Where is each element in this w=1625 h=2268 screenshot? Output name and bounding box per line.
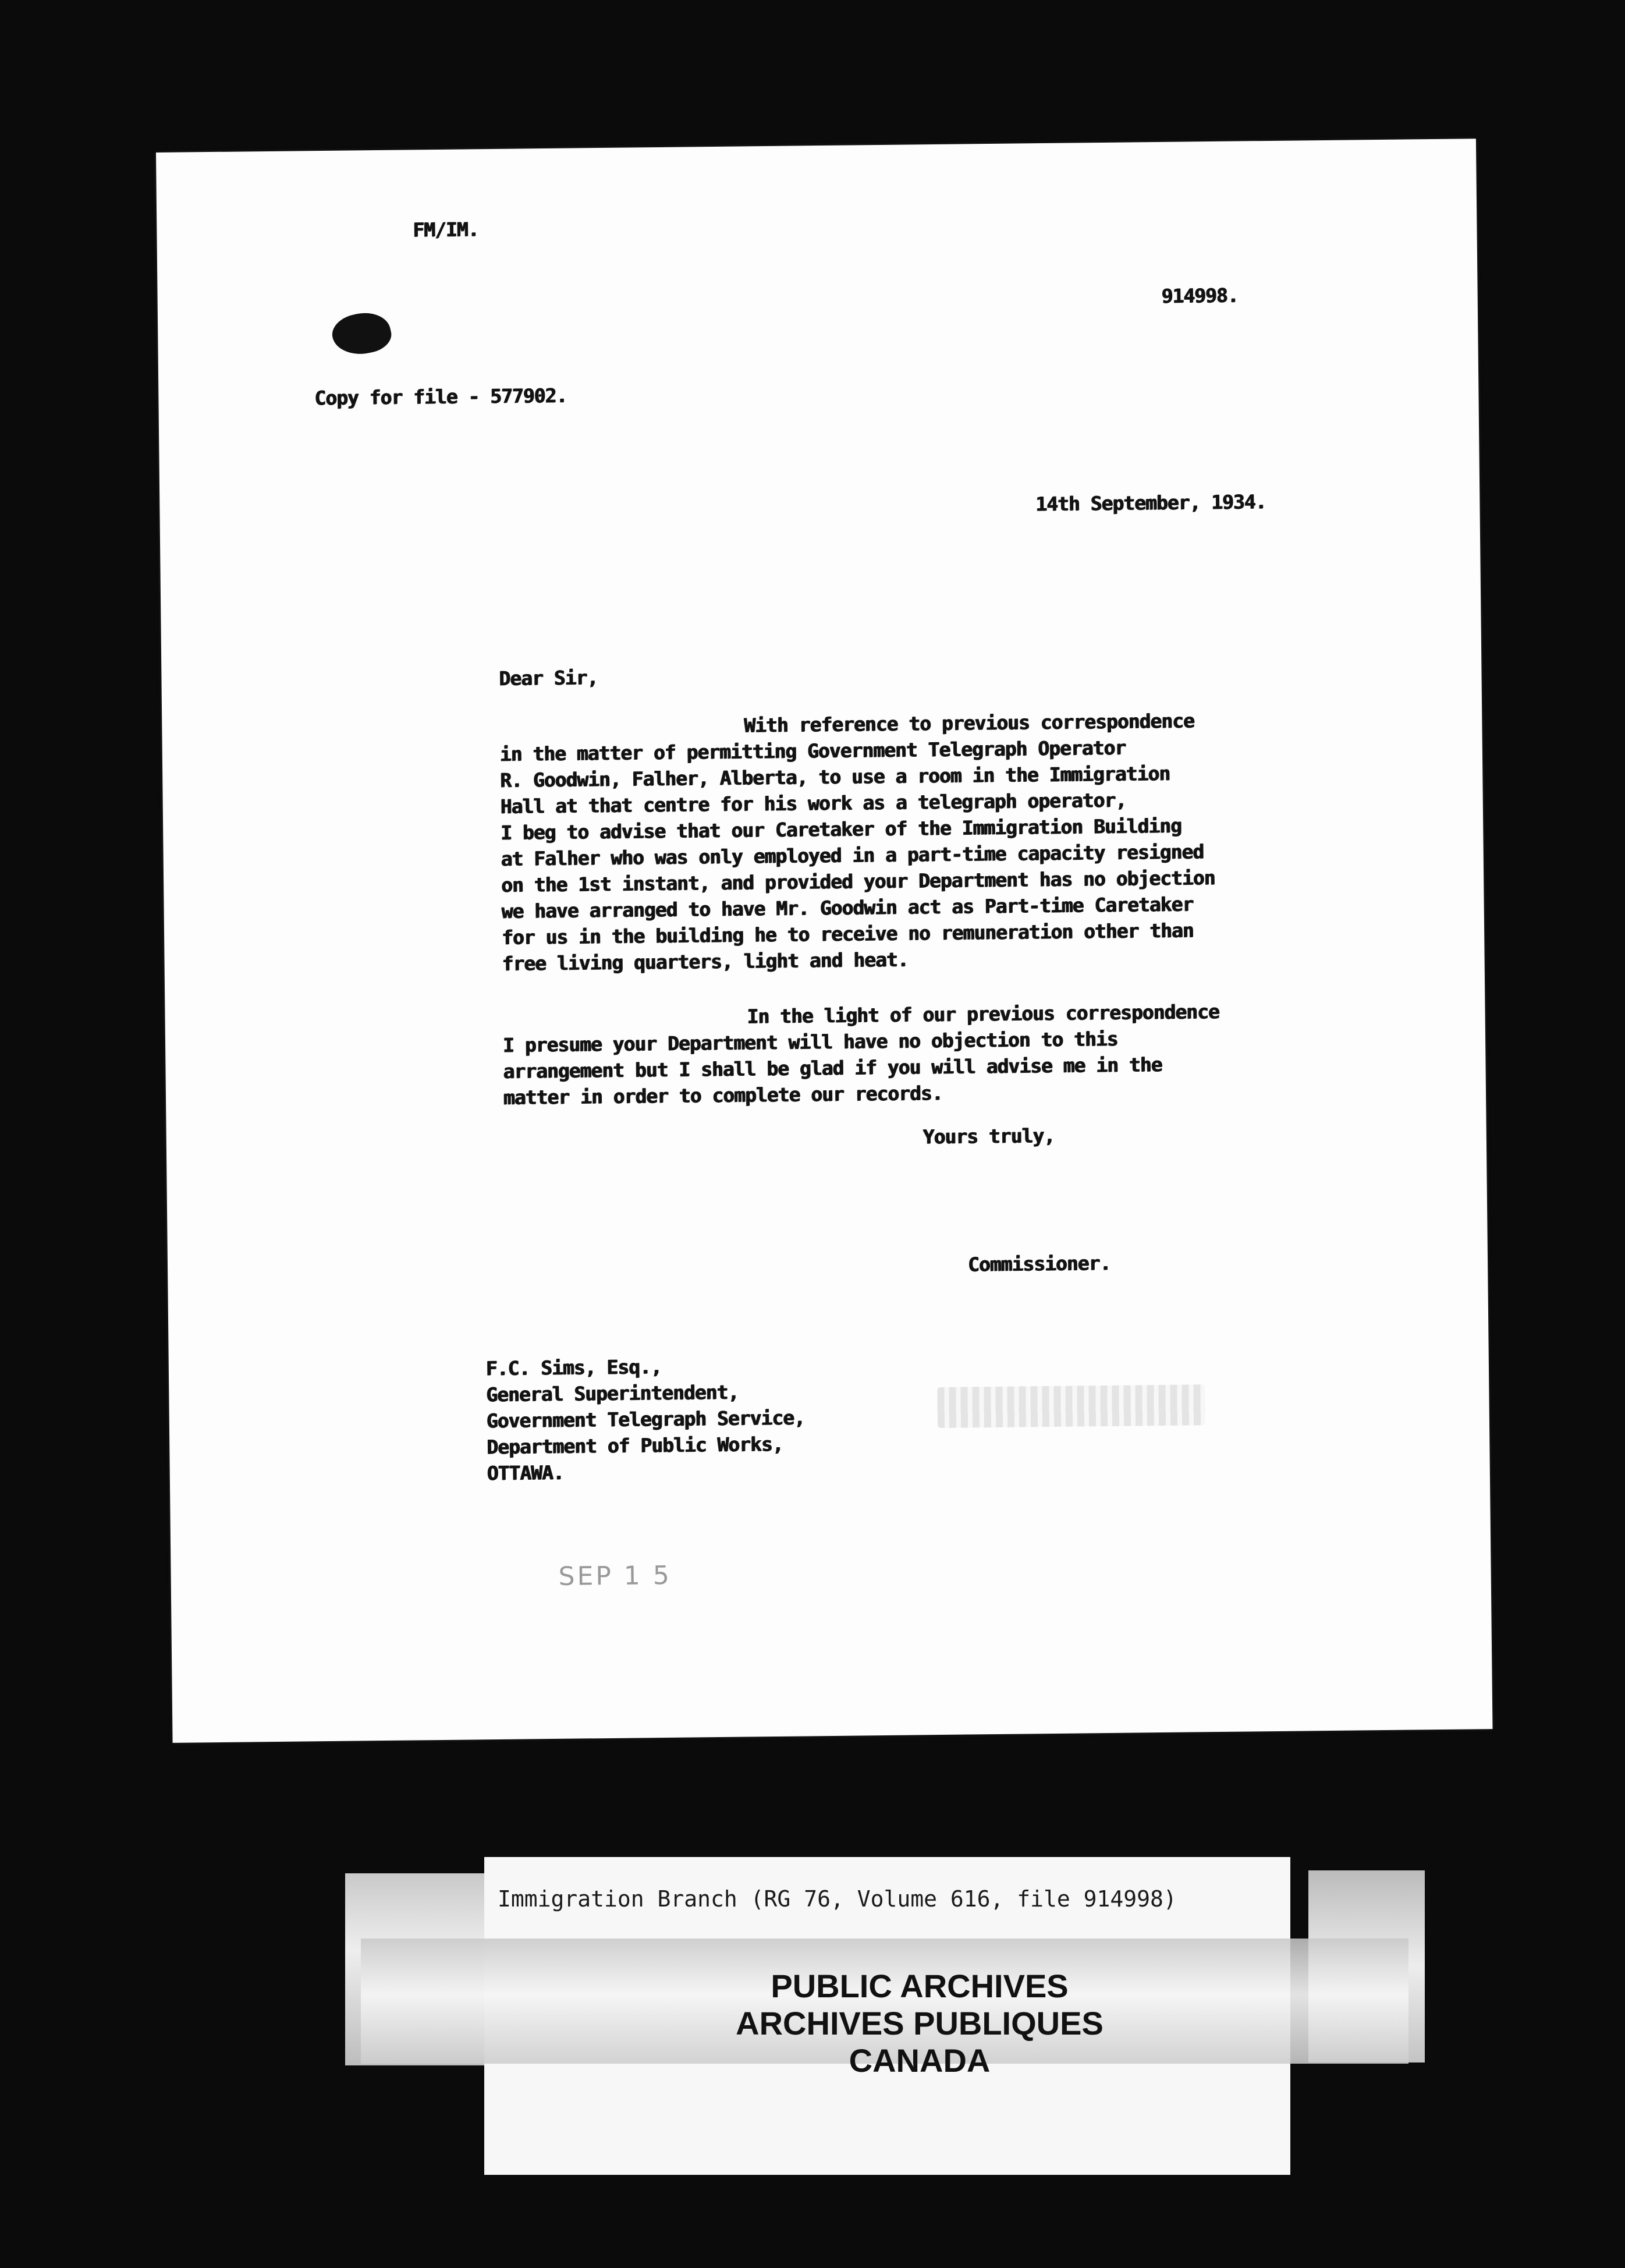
paragraph-line: we have arranged to have Mr. Goodwin act as Part-time Caretaker: [501, 892, 1194, 923]
archives-line-1: PUBLIC ARCHIVES: [771, 1968, 1069, 2004]
addressee-line: OTTAWA.: [487, 1461, 565, 1485]
file-number: 914998.: [1161, 284, 1239, 307]
faded-stamp: [937, 1384, 1205, 1428]
paragraph-line: at Falher who was only employed in a part-time capacity resigned: [501, 840, 1204, 870]
paragraph-line: in the matter of permitting Government Telegraph Operator: [499, 736, 1126, 766]
addressee-line: Department of Public Works,: [487, 1432, 783, 1459]
reference-initials: FM/IM.: [413, 218, 479, 242]
paragraph-line: arrangement but I shall be glad if you will advise me in the: [503, 1053, 1162, 1083]
paragraph-line: I presume your Department will have no objection to this: [502, 1027, 1118, 1057]
addressee-line: F.C. Sims, Esq.,: [485, 1355, 662, 1380]
archives-line-2: ARCHIVES PUBLIQUES: [736, 2005, 1104, 2042]
closing: Yours truly,: [923, 1124, 1055, 1149]
paragraph-line: Hall at that centre for his work as a telegraph operator,: [500, 788, 1127, 818]
salutation: Dear Sir,: [499, 666, 598, 690]
letter-page: [156, 139, 1492, 1743]
addressee-line: General Superintendent,: [486, 1380, 739, 1406]
paragraph-line: With reference to previous correspondence: [744, 709, 1195, 737]
paragraph-line: In the light of our previous correspondence: [747, 1000, 1220, 1028]
paragraph-line: matter in order to complete our records.: [503, 1081, 943, 1109]
copy-for-file: Copy for file - 577902.: [314, 384, 567, 410]
signature-title: Commissioner.: [967, 1251, 1111, 1276]
paragraph-line: I beg to advise that our Caretaker of the Immigration Building: [501, 814, 1182, 844]
addressee-line: Government Telegraph Service,: [486, 1406, 806, 1433]
paragraph-line: on the 1st instant, and provided your Department has no objection: [501, 866, 1215, 896]
letter-date: 14th September, 1934.: [1035, 490, 1266, 516]
archives-stamp: [658, 1968, 1182, 2079]
archive-reference: Immigration Branch (RG 76, Volume 616, file 914998): [498, 1886, 1177, 1912]
faint-date-mark: SEP 1 5: [558, 1560, 672, 1592]
paragraph-line: free living quarters, light and heat.: [502, 948, 909, 975]
archives-line-3: CANADA: [849, 2042, 991, 2079]
paragraph-line: for us in the building he to receive no remuneration other than: [501, 919, 1194, 949]
ink-blot: [329, 307, 395, 360]
paragraph-line: R. Goodwin, Falher, Alberta, to use a room in the Immigration: [500, 761, 1170, 792]
